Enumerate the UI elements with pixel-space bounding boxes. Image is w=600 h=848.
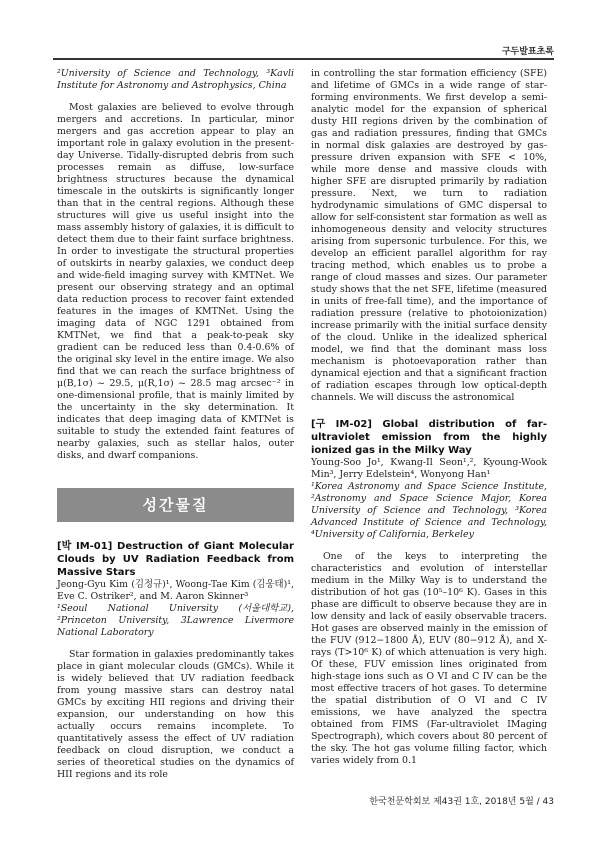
talk-authors: Jeong-Gyu Kim (김정규)¹, Woong-Tae Kim (김웅태)¹, Eve C. Ostriker², and M. Aaron Skinner³ [57, 579, 294, 602]
talk-affiliation: ¹Korea Astronomy and Space Science Institute, ²Astronomy and Space Science Major, Korea University of Science and Technology, ³Korea Advanced Institute of Science and Technology, ⁴University of California, Berkeley [311, 481, 547, 540]
talk-title: [구 IM-02] Global distribution of far-ultraviolet emission from the highly ionized gas in the Milky Way [311, 419, 547, 456]
talk-affiliation: ¹Seoul National University (서울대학교), ²Princeton University, 3Lawrence Livermore National Laboratory [57, 603, 294, 638]
section-banner: 성간물질 [57, 488, 294, 522]
talk-abstract: One of the keys to interpreting the characteristics and evolution of interstellar medium in the Milky Way is to understand the distribution of hot gas (10⁵–10⁶ K). Gases in this phase are difficult to observe because they are in low density and lack of easily observable tracers. Hot gases are observed mainly in the emission of the FUV (912−1800 Å), EUV (80−912 Å), and X-rays (T>10⁶ K) of which attenuation is very high. Of these, FUV emission lines originated from high-stage ions such as O VI and C IV can be the most effective tracers of hot gases. To determine the spatial distribution of O VI and C IV emissions, we have analyzed the spectra obtained from FIMS (Far-ultraviolet IMaging Spectrograph), which covers about 80 percent of the sky. The hot gas volume filling factor, which varies widely from 0.1 [311, 551, 547, 766]
talk-abstract-continued: in controlling the star formation efficiency (SFE) and lifetime of GMCs in a wide range of star-forming environments. We first develop a semi-analytic model for the expansion of spherical dusty HII regions driven by the combination of gas and radiation pressures, finding that GMCs in normal disk galaxies are destroyed by gas-pressure driven expansion with SFE < 10%, while more dense and massive clouds with higher SFE are disrupted primarily by radiation pressure. Next, we turn to radiation hydrodynamic simulations of GMC dispersal to allow for self-consistent star formation as well as inhomogeneous density and velocity structures arising from supersonic turbulence. For this, we develop an efficient parallel algorithm for ray tracing method, which enables us to probe a range of cloud masses and sizes. Our parameter study shows that the net SFE, lifetime (measured in units of free-fall time), and the importance of radiation pressure (relative to photoionization) increase primarily with the initial surface density of the cloud. Unlike in the idealized spherical model, we find that the dominant mass loss mechanism is photoevaporation rather than dynamical ejection and that a significant fraction of radiation escapes through low optical-depth channels. We will discuss the astronomical [311, 68, 547, 403]
affiliation-continued: ²University of Science and Technology, ³Kavli Institute for Astronomy and Astrophysics, China [57, 68, 294, 91]
header-rule [53, 58, 554, 60]
talk-title: [박 IM-01] Destruction of Giant Molecular Clouds by UV Radiation Feedback from Massive Stars [57, 541, 294, 578]
left-column [57, 68, 294, 781]
right-column [311, 68, 547, 767]
talk-authors: Young-Soo Jo¹, Kwang-Il Seon¹,², Kyoung-Wook Min³, Jerry Edelstein⁴, Wonyong Han¹ [311, 457, 547, 480]
abstract-text: Most galaxies are believed to evolve through mergers and accretions. In particular, minor mergers and gas accretion appear to play an important role in galaxy evolution in the present-day Universe. Tidally-disrupted debris from such processes remain as diffuse, low-surface brightness structures because the dynamical timescale in the outskirts is significantly longer than that in the central regions. Although these structures will give us useful insight into the mass assembly history of galaxies, it is difficult to detect them due to their faint surface brightness. In order to investigate the structural properties of outskirts in nearby galaxies, we conduct deep and wide-field imaging survey with KMTNet. We present our observing strategy and an optimal data reduction process to recover faint extended features in the images of KMTNet. Using the imaging data of NGC 1291 obtained from KMTNet, we find that a peak-to-peak sky gradient can be reduced less than 0.4-0.6% of the original sky level in the entire image. We also find that we can reach the surface brightness of μ(B,1σ) ~ 29.5, μ(R,1σ) ~ 28.5 mag arcsec⁻² in one-dimensional profile, that is mainly limited by the uncertainty in the sky determination. It indicates that deep imaging data of KMTNet is suitable to study the extended faint features of nearby galaxies, such as stellar halos, outer disks, and dwarf companions. [57, 102, 294, 461]
journal-section-tag: 구두발표초록 [501, 47, 554, 57]
page-footer: 한국천문학회보 제43권 1호, 2018년 5월 / 43 [369, 797, 554, 807]
talk-abstract: Star formation in galaxies predominantly takes place in giant molecular clouds (GMCs). While it is widely believed that UV radiation feedback from young massive stars can destroy natal GMCs by exciting HII regions and driving their expansion, our understanding on how this actually occurs remains incomplete. To quantitatively assess the effect of UV radiation feedback on cloud disruption, we conduct a series of theoretical studies on the dynamics of HII regions and its role [57, 649, 294, 780]
